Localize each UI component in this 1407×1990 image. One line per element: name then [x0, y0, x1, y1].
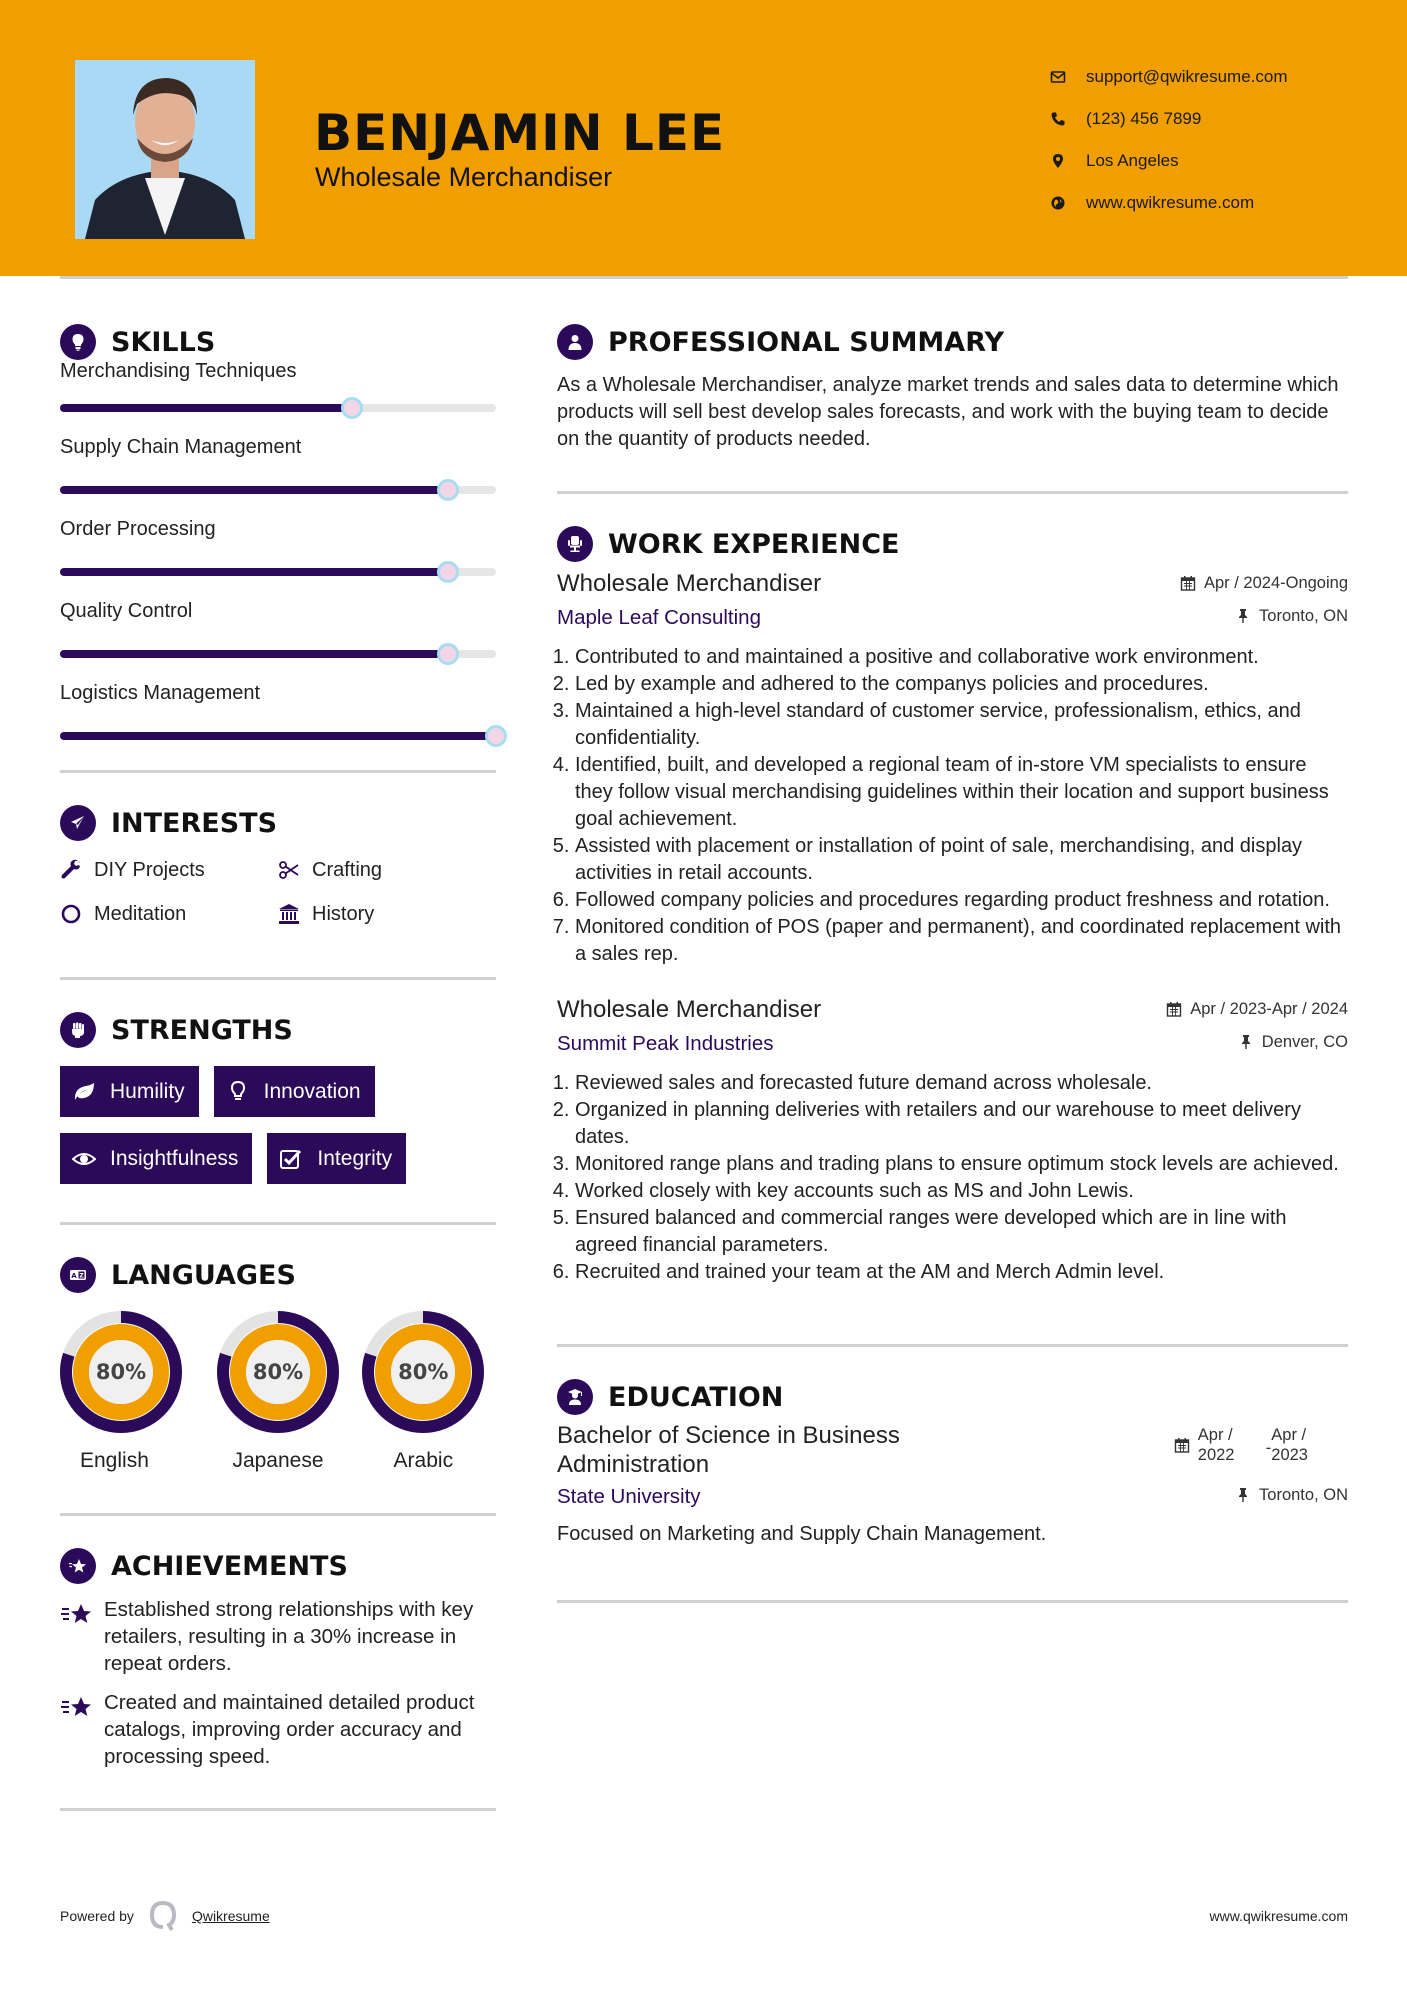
skill-knob — [437, 561, 459, 583]
job-duty: 3. Maintained a high-level standard of customer service, professionalism, ethics, and confidentiality. — [575, 698, 1348, 752]
education-location — [1235, 1486, 1348, 1505]
experience-heading — [557, 522, 1348, 566]
job-duty: 1. Contributed to and maintained a positive and collaborative work environment. — [575, 644, 1348, 671]
section-divider — [60, 1222, 496, 1225]
circle-icon — [60, 903, 82, 925]
language-donut — [60, 1311, 182, 1433]
job-date-text: Apr / 2023-Apr / 2024 — [1190, 999, 1348, 1018]
skill-label: Order Processing — [60, 518, 216, 540]
calendar-icon — [1174, 1437, 1190, 1453]
language-percent: 80% — [95, 1360, 147, 1384]
skill-knob — [485, 725, 507, 747]
interests-title: INTERESTS — [111, 807, 278, 839]
interests-list — [60, 855, 496, 929]
job-location — [1235, 607, 1348, 626]
interest-item — [278, 899, 496, 929]
education-entry — [557, 1421, 1348, 1548]
job-title: Wholesale Merchandiser — [557, 996, 822, 1023]
candidate-title: Wholesale Merchandiser — [315, 162, 613, 192]
interests-heading — [60, 801, 496, 845]
section-divider — [557, 1600, 1348, 1603]
section-divider — [557, 1344, 1348, 1347]
globe-icon — [1050, 195, 1086, 211]
job-duty: 6. Recruited and trained your team at the AM and Merch Admin level. — [575, 1259, 1348, 1286]
phone-icon — [1050, 111, 1086, 127]
language-donut — [362, 1311, 484, 1433]
language-percent: 80% — [252, 1360, 304, 1384]
job-header — [557, 570, 1348, 598]
map-marker-icon — [1050, 153, 1086, 169]
job-duties — [557, 1070, 1348, 1286]
education-description: Focused on Marketing and Supply Chain Management. — [557, 1523, 1047, 1545]
job-location-text: Denver, CO — [1261, 1032, 1348, 1051]
contact-website-text: www.qwikresume.com — [1086, 193, 1255, 212]
interest-item — [60, 855, 278, 885]
leaf-icon — [72, 1080, 96, 1104]
wrench-icon — [60, 859, 82, 881]
contact-location-text: Los Angeles — [1086, 151, 1179, 170]
strength-label: Innovation — [263, 1079, 361, 1103]
graduate-icon — [557, 1379, 593, 1415]
skill-fill — [60, 486, 448, 494]
summary-text: As a Wholesale Merchandiser, analyze market trends and sales data to determine which products will sell best develop sales forecasts, and work with the buying team to decide on the quantity of products needed. — [557, 374, 1339, 450]
museum-icon — [278, 903, 300, 925]
education-date-separator: - — [1265, 1439, 1272, 1457]
language-label: Arabic — [393, 1449, 454, 1472]
skill-fill — [60, 568, 448, 576]
education-end-month: Apr / — [1271, 1426, 1307, 1444]
job-subheader — [557, 1032, 1348, 1056]
education-start — [1198, 1425, 1266, 1465]
right-column — [557, 320, 1348, 1603]
contact-website[interactable] — [1050, 182, 1288, 224]
interests-section — [60, 801, 496, 929]
job-header — [557, 996, 1348, 1024]
skill-fill — [60, 732, 496, 740]
footer-website-link[interactable]: www.qwikresume.com — [1209, 1908, 1348, 1924]
skill-knob — [437, 643, 459, 665]
skills-heading — [60, 320, 496, 364]
powered-by — [60, 1900, 270, 1932]
language-item — [351, 1311, 496, 1473]
job-duty: 2. Organized in planning deliveries with retailers and our warehouse to meet delivery dates. — [575, 1097, 1348, 1151]
job-duty: 2. Led by example and adhered to the companys policies and procedures. — [575, 671, 1348, 698]
languages-list — [60, 1311, 496, 1473]
job-date — [1166, 1000, 1348, 1019]
achievements-title: ACHIEVEMENTS — [111, 1550, 348, 1582]
skills-section — [60, 320, 496, 740]
job-company: Summit Peak Industries — [557, 1032, 774, 1055]
education-subheader — [557, 1485, 1348, 1509]
office-chair-icon — [557, 526, 593, 562]
scissors-icon — [278, 859, 300, 881]
skill-item — [60, 682, 496, 740]
profile-photo — [75, 60, 255, 239]
education-heading — [557, 1375, 1348, 1419]
contact-list — [1050, 56, 1288, 224]
header-divider — [60, 276, 1348, 279]
job-subheader — [557, 606, 1348, 630]
resume-header — [0, 0, 1407, 276]
achievement-item — [60, 1596, 496, 1677]
education-start-month: Apr / — [1197, 1426, 1233, 1444]
job-duty: 7. Monitored condition of POS (paper and permanent), and coordinated replacement with a sales rep. — [575, 914, 1348, 968]
pushpin-icon — [1238, 1034, 1254, 1050]
language-label: English — [80, 1449, 149, 1472]
skill-bar — [60, 732, 496, 740]
svg-text:A: A — [71, 1272, 77, 1280]
skill-fill — [60, 650, 448, 658]
strength-label: Humility — [110, 1079, 185, 1103]
skill-label: Merchandising Techniques — [60, 360, 297, 382]
job-duty: 5. Assisted with placement or installation of point of sale, merchandising, and display activities in retail accounts. — [575, 833, 1348, 887]
section-divider — [60, 770, 496, 773]
interest-item — [60, 899, 278, 929]
summary-heading — [557, 320, 1348, 364]
left-column — [60, 320, 496, 1811]
skill-item — [60, 600, 496, 658]
candidate-name: BENJAMIN LEE — [314, 104, 726, 162]
education-start-year: 2022 — [1197, 1446, 1235, 1464]
language-donut — [217, 1311, 339, 1433]
strengths-title: STRENGTHS — [111, 1014, 293, 1046]
job-duty: 1. Reviewed sales and forecasted future demand across wholesale. — [575, 1070, 1348, 1097]
summary-section — [557, 320, 1348, 453]
skill-item — [60, 360, 496, 412]
achievements-heading — [60, 1544, 496, 1588]
pushpin-icon — [1235, 608, 1251, 624]
strength-badge — [60, 1133, 252, 1184]
strength-badge — [60, 1066, 199, 1117]
skills-title: SKILLS — [111, 326, 216, 358]
contact-email-text: support@qwikresume.com — [1086, 67, 1288, 86]
interest-label: Meditation — [94, 902, 187, 925]
languages-heading — [60, 1253, 496, 1297]
language-item — [60, 1311, 205, 1473]
interest-label: History — [312, 902, 375, 925]
skill-bar — [60, 568, 496, 576]
languages-section — [60, 1253, 496, 1473]
pushpin-icon — [1235, 1487, 1251, 1503]
page-footer — [60, 1900, 1348, 1932]
strengths-section — [60, 1008, 496, 1184]
job-date — [1180, 574, 1348, 593]
education-degree: Bachelor of Science in Business Administration — [557, 1422, 900, 1478]
skill-label: Logistics Management — [60, 682, 261, 704]
education-location-text: Toronto, ON — [1259, 1485, 1348, 1504]
job-date-text: Apr / 2024-Ongoing — [1203, 573, 1348, 592]
job-duty: 6. Followed company policies and procedures regarding product freshness and rotation. — [575, 887, 1348, 914]
education-school: State University — [557, 1485, 701, 1508]
job-entry — [557, 996, 1348, 1286]
education-end — [1271, 1425, 1308, 1465]
skill-bar — [60, 650, 496, 658]
strength-label: Integrity — [317, 1146, 393, 1170]
education-section — [557, 1375, 1348, 1548]
experience-section — [557, 522, 1348, 1286]
interest-item — [278, 855, 496, 885]
education-dates — [1174, 1425, 1308, 1465]
skill-item — [60, 518, 496, 576]
language-item — [205, 1311, 350, 1473]
skill-knob — [341, 397, 363, 419]
job-company: Maple Leaf Consulting — [557, 606, 761, 629]
skill-label: Supply Chain Management — [60, 436, 302, 458]
skill-knob — [437, 479, 459, 501]
section-divider — [60, 977, 496, 980]
languages-title: LANGUAGES — [111, 1259, 296, 1291]
job-duty: 5. Ensured balanced and commercial ranges were developed which are in line with agreed financial parameters. — [575, 1205, 1348, 1259]
job-duties — [557, 644, 1348, 968]
calendar-icon — [1166, 1001, 1182, 1017]
job-location — [1238, 1033, 1348, 1052]
language-icon — [60, 1257, 96, 1293]
qwikresume-link[interactable]: Qwikresume — [191, 1908, 270, 1924]
skill-item — [60, 436, 496, 494]
education-end-year: 2023 — [1271, 1446, 1308, 1464]
user-icon — [557, 324, 593, 360]
skill-fill — [60, 404, 352, 412]
language-label: Japanese — [232, 1449, 324, 1472]
section-divider — [557, 491, 1348, 494]
achievements-section — [60, 1544, 496, 1770]
contact-email[interactable] — [1050, 56, 1288, 98]
qwikresume-logo-icon — [148, 1900, 178, 1932]
job-duty: 3. Monitored range plans and trading plans to ensure optimum stock levels are achieved. — [575, 1151, 1348, 1178]
powered-by-label: Powered by — [60, 1908, 134, 1924]
shooting-star-icon — [60, 1600, 94, 1630]
skill-bar — [60, 486, 496, 494]
section-divider — [60, 1513, 496, 1516]
skill-label: Quality Control — [60, 600, 193, 622]
skill-bar — [60, 404, 496, 412]
checkbox-icon — [279, 1147, 303, 1171]
job-title: Wholesale Merchandiser — [557, 570, 822, 597]
interest-label: DIY Projects — [94, 858, 205, 881]
paper-plane-icon — [60, 805, 96, 841]
strength-badge — [267, 1133, 406, 1184]
lightbulb-icon — [226, 1080, 250, 1104]
achievement-text: Established strong relationships with key retailers, resulting in a 30% increase in repeat orders. — [104, 1598, 474, 1675]
strengths-list — [60, 1066, 496, 1184]
achievement-item — [60, 1689, 496, 1770]
strengths-heading — [60, 1008, 496, 1052]
eye-icon — [72, 1147, 96, 1171]
envelope-icon — [1050, 69, 1086, 85]
contact-phone[interactable] — [1050, 98, 1288, 140]
experience-title: WORK EXPERIENCE — [608, 528, 900, 560]
calendar-icon — [1180, 575, 1196, 591]
job-entry — [557, 570, 1348, 968]
strength-label: Insightfulness — [110, 1146, 239, 1170]
education-title: EDUCATION — [608, 1381, 784, 1413]
contact-location — [1050, 140, 1288, 182]
section-divider — [60, 1808, 496, 1811]
summary-title: PROFESSIONAL SUMMARY — [608, 326, 1005, 358]
job-location-text: Toronto, ON — [1259, 606, 1348, 625]
language-percent: 80% — [398, 1360, 449, 1384]
fist-icon — [60, 1012, 96, 1048]
achievement-text: Created and maintained detailed product catalogs, improving order accuracy and processing speed. — [104, 1691, 475, 1768]
interest-label: Crafting — [312, 858, 383, 881]
shooting-star-icon — [60, 1693, 94, 1723]
job-duty: 4. Identified, built, and developed a regional team of in-store VM specialists to ensure they follow visual merchandising guidelines within their location and support business goal achievement. — [575, 752, 1348, 833]
contact-phone-text: (123) 456 7899 — [1086, 109, 1202, 128]
job-duty: 4. Worked closely with key accounts such as MS and John Lewis. — [575, 1178, 1348, 1205]
star-badge-icon — [60, 1548, 96, 1584]
svg-text:Z: Z — [79, 1272, 84, 1280]
strength-badge — [214, 1066, 375, 1117]
lightbulb-icon — [60, 324, 96, 360]
